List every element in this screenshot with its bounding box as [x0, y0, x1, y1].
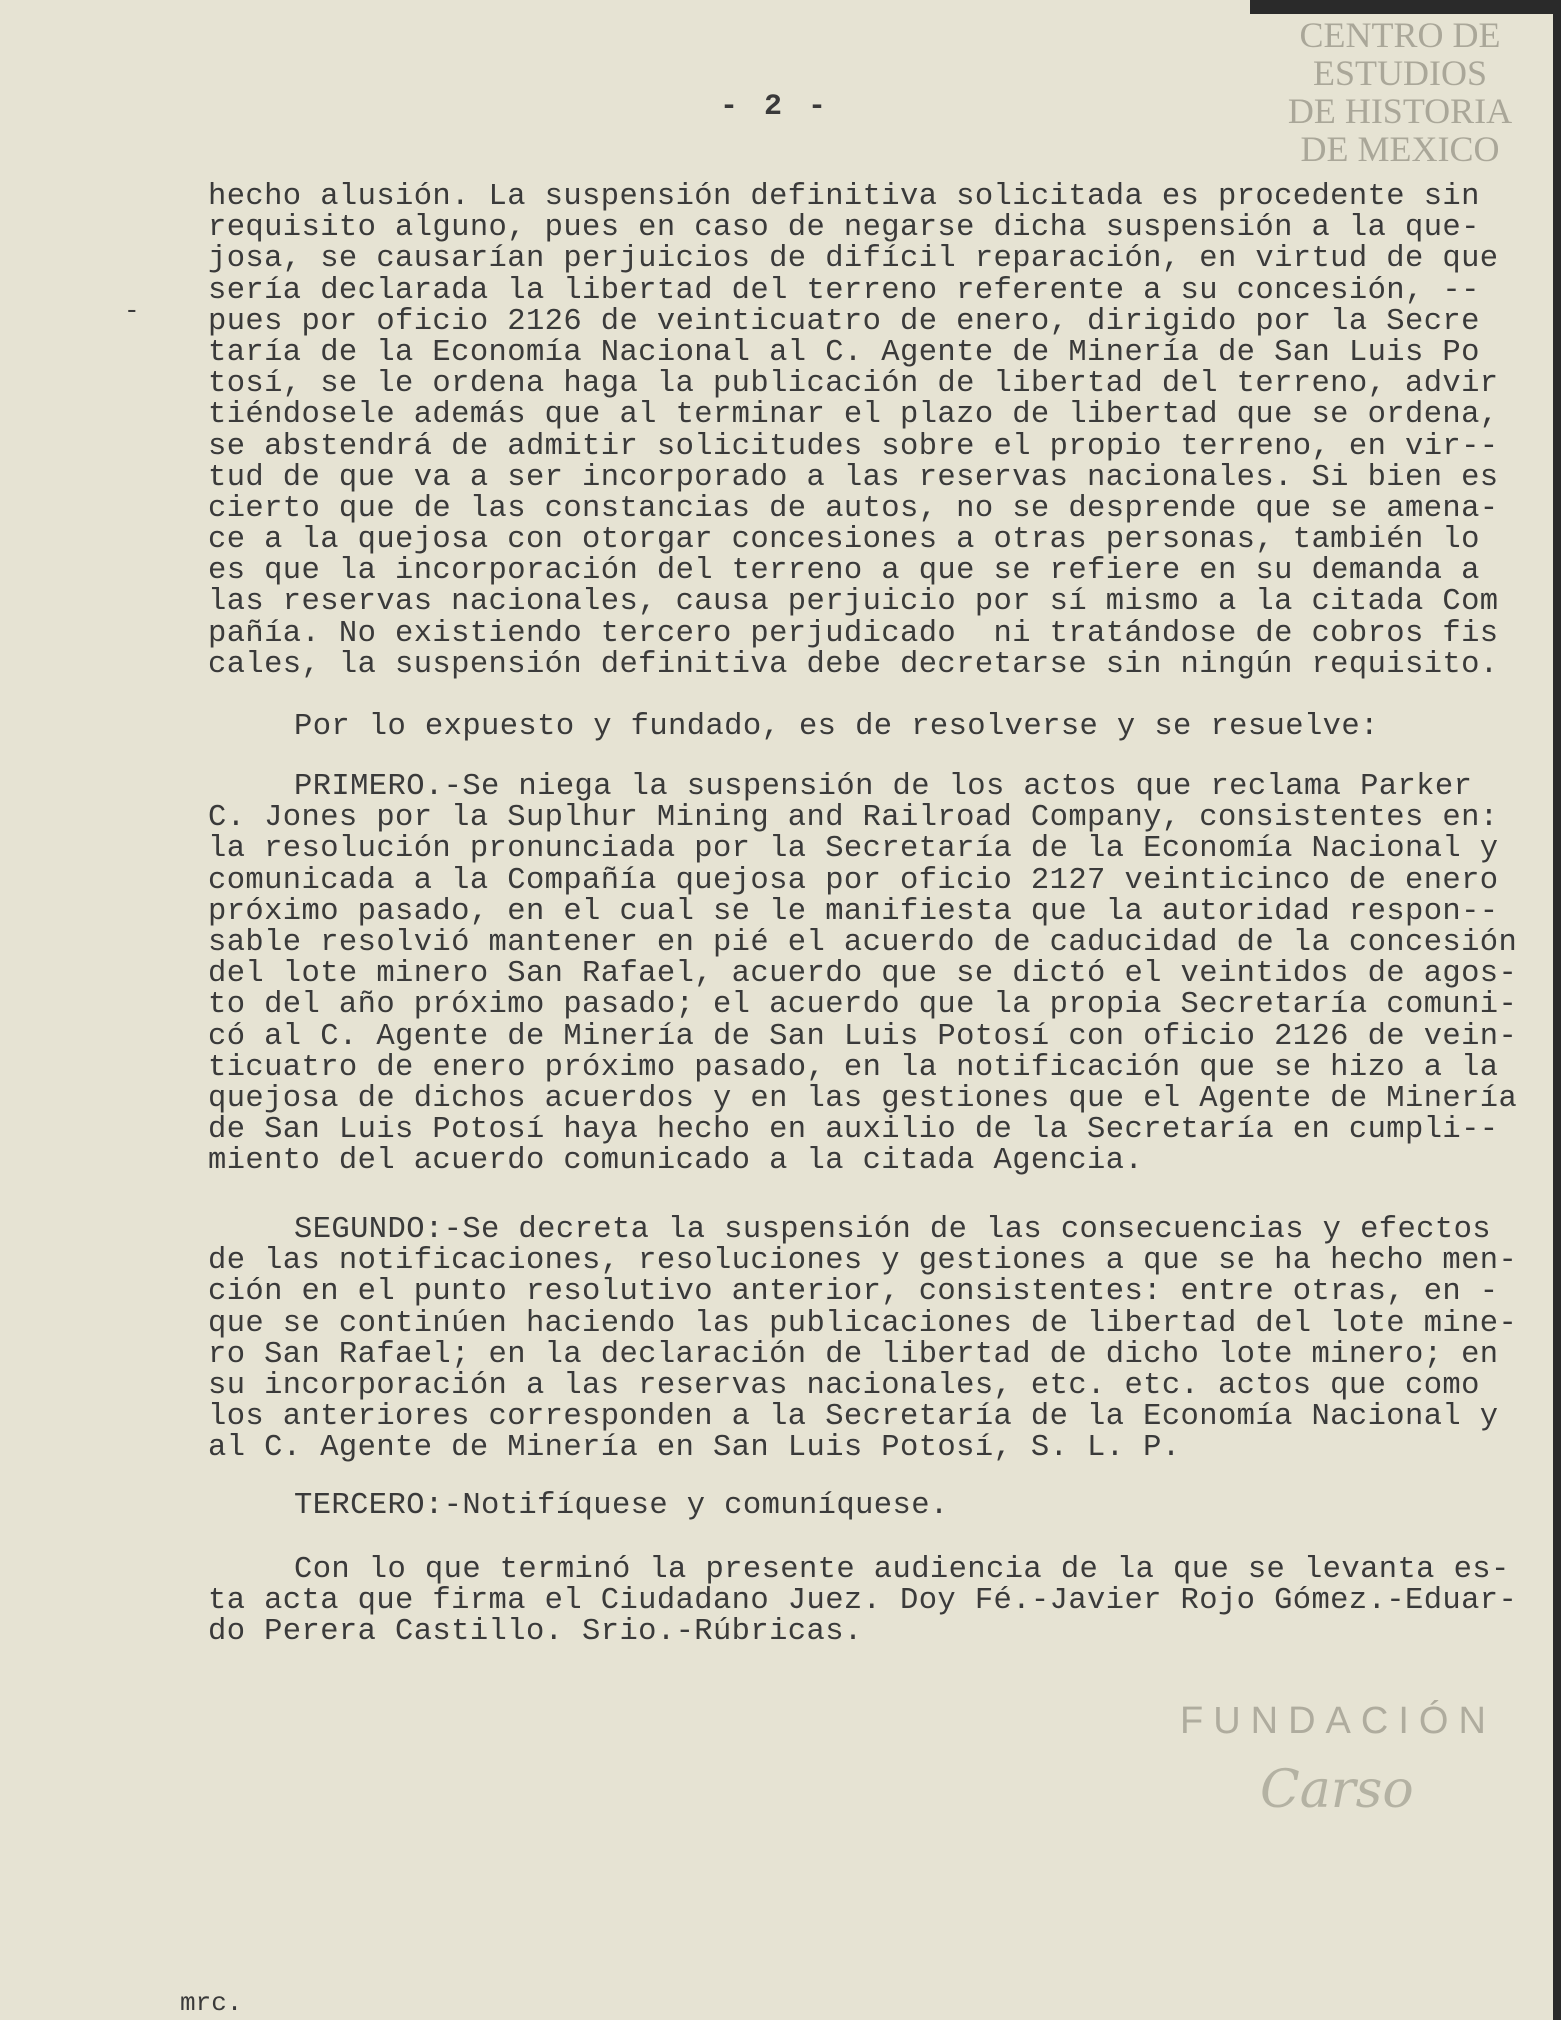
- text-line: que se continúen haciendo las publicaciones de libertad del lote mine-: [208, 1306, 1518, 1341]
- text-line: sable resolvió mantener en pié el acuerdo de caducidad de la concesión: [208, 925, 1518, 960]
- margin-mark: -: [124, 296, 140, 326]
- text-line: de San Luis Potosí haya hecho en auxilio de la Secretaría en cumpli--: [208, 1113, 1499, 1148]
- text-line: cales, la suspensión definitiva debe decretarse sin ningún requisito.: [208, 647, 1499, 682]
- text-line: las reservas nacionales, causa perjuicio por sí mismo a la citada Com: [208, 585, 1499, 620]
- archive-watermark: [1250, 16, 1550, 168]
- text-line: su incorporación a las reservas nacionales, etc. etc. actos que como: [208, 1368, 1480, 1403]
- scan-border-right: [1553, 0, 1561, 2020]
- text-line: taría de la Economía Nacional al C. Agente de Minería de San Luis Po: [208, 335, 1480, 370]
- watermark-line: CENTRO DE: [1299, 15, 1501, 55]
- text-line: al C. Agente de Minería en San Luis Potosí, S. L. P.: [208, 1431, 1181, 1466]
- watermark-line: DE MEXICO: [1300, 129, 1500, 169]
- text-line: ce a la quejosa con otorgar concesiones a otras personas, también lo: [208, 523, 1480, 558]
- text-line: Con lo que terminó la presente audiencia de la que se levanta es-: [294, 1553, 1510, 1587]
- text-line: es que la incorporación del terreno a que se refiere en su demanda a: [208, 554, 1480, 589]
- text-line: to del año próximo pasado; el acuerdo que la propia Secretaría comuni-: [208, 988, 1518, 1023]
- text-line: SEGUNDO:-Se decreta la suspensión de las consecuencias y efectos: [294, 1213, 1491, 1247]
- text-line: tiéndosele además que al terminar el plazo de libertad que se ordena,: [208, 398, 1499, 433]
- paragraph-resolution-intro: [208, 712, 1498, 743]
- watermark-foundation: FUNDACIÓN: [1180, 1700, 1496, 1742]
- watermark-signature: Carso: [1260, 1760, 1414, 1820]
- text-line: de las notificaciones, resoluciones y gestiones a que se ha hecho men-: [208, 1244, 1518, 1279]
- text-line: có al C. Agente de Minería de San Luis Potosí con oficio 2126 de vein-: [208, 1019, 1518, 1054]
- text-line: pañía. No existiendo tercero perjudicado ni tratándose de cobros fis: [208, 616, 1499, 651]
- paragraph-primero: [208, 770, 1518, 1179]
- paragraph-closing: [208, 1553, 1518, 1650]
- text-line: ta acta que firma el Ciudadano Juez. Doy Fé.-Javier Rojo Gómez.-Eduar-: [208, 1584, 1518, 1619]
- typist-initials: mrc.: [180, 1988, 243, 2018]
- text-line: Por lo expuesto y fundado, es de resolverse y se resuelve:: [294, 710, 1379, 744]
- watermark-line: DE HISTORIA: [1287, 91, 1513, 131]
- text-line: sería declarada la libertad del terreno referente a su concesión, --: [208, 273, 1480, 308]
- text-line: josa, se causarían perjuicios de difícil reparación, en virtud de que: [208, 242, 1499, 277]
- text-line: hecho alusión. La suspensión definitiva solicitada es procedente sin: [208, 180, 1480, 214]
- text-line: comunicada a la Compañía quejosa por oficio 2127 veinticinco de enero: [208, 863, 1499, 898]
- scan-border-top: [1250, 0, 1561, 14]
- text-line: la resolución pronunciada por la Secretaría de la Economía Nacional y: [208, 832, 1499, 867]
- text-line: C. Jones por la Suplhur Mining and Railroad Company, consistentes en:: [208, 801, 1499, 836]
- paragraph-tercero: [208, 1491, 1498, 1522]
- text-line: PRIMERO.-Se niega la suspensión de los actos que reclama Parker: [294, 770, 1473, 804]
- text-line: ción en el punto resolutivo anterior, consistentes: entre otras, en -: [208, 1275, 1499, 1310]
- text-line: los anteriores corresponden a la Secretaría de la Economía Nacional y: [208, 1400, 1499, 1435]
- text-line: pues por oficio 2126 de veinticuatro de enero, dirigido por la Secre: [208, 304, 1480, 339]
- text-line: do Perera Castillo. Srio.-Rúbricas.: [208, 1615, 863, 1650]
- text-line: TERCERO:-Notifíquese y comuníquese.: [294, 1489, 949, 1523]
- text-line: miento del acuerdo comunicado a la citada Agencia.: [208, 1144, 1144, 1179]
- text-line: cierto que de las constancias de autos, no se desprende que se amena-: [208, 491, 1499, 526]
- text-line: tosí, se le ordena haga la publicación de libertad del terreno, advir: [208, 367, 1499, 402]
- text-line: requisito alguno, pues en caso de negarse dicha suspensión a la que-: [208, 211, 1480, 246]
- text-line: próximo pasado, en el cual se le manifiesta que la autoridad respon--: [208, 894, 1499, 929]
- watermark-line: ESTUDIOS: [1312, 53, 1487, 93]
- text-line: ro San Rafael; en la declaración de libertad de dicho lote minero; en: [208, 1337, 1499, 1372]
- text-line: ticuatro de enero próximo pasado, en la notificación que se hizo a la: [208, 1050, 1499, 1085]
- page-number: - 2 -: [720, 90, 831, 124]
- paragraph-segundo: [208, 1213, 1518, 1466]
- text-line: se abstendrá de admitir solicitudes sobre el propio terreno, en vir--: [208, 429, 1499, 464]
- text-line: del lote minero San Rafael, acuerdo que se dictó el veintidos de agos-: [208, 957, 1518, 992]
- paragraph-suspension-reasoning: [208, 182, 1498, 681]
- text-line: quejosa de dichos acuerdos y en las gestiones que el Agente de Minería: [208, 1081, 1518, 1116]
- text-line: tud de que va a ser incorporado a las reservas nacionales. Si bien es: [208, 460, 1499, 495]
